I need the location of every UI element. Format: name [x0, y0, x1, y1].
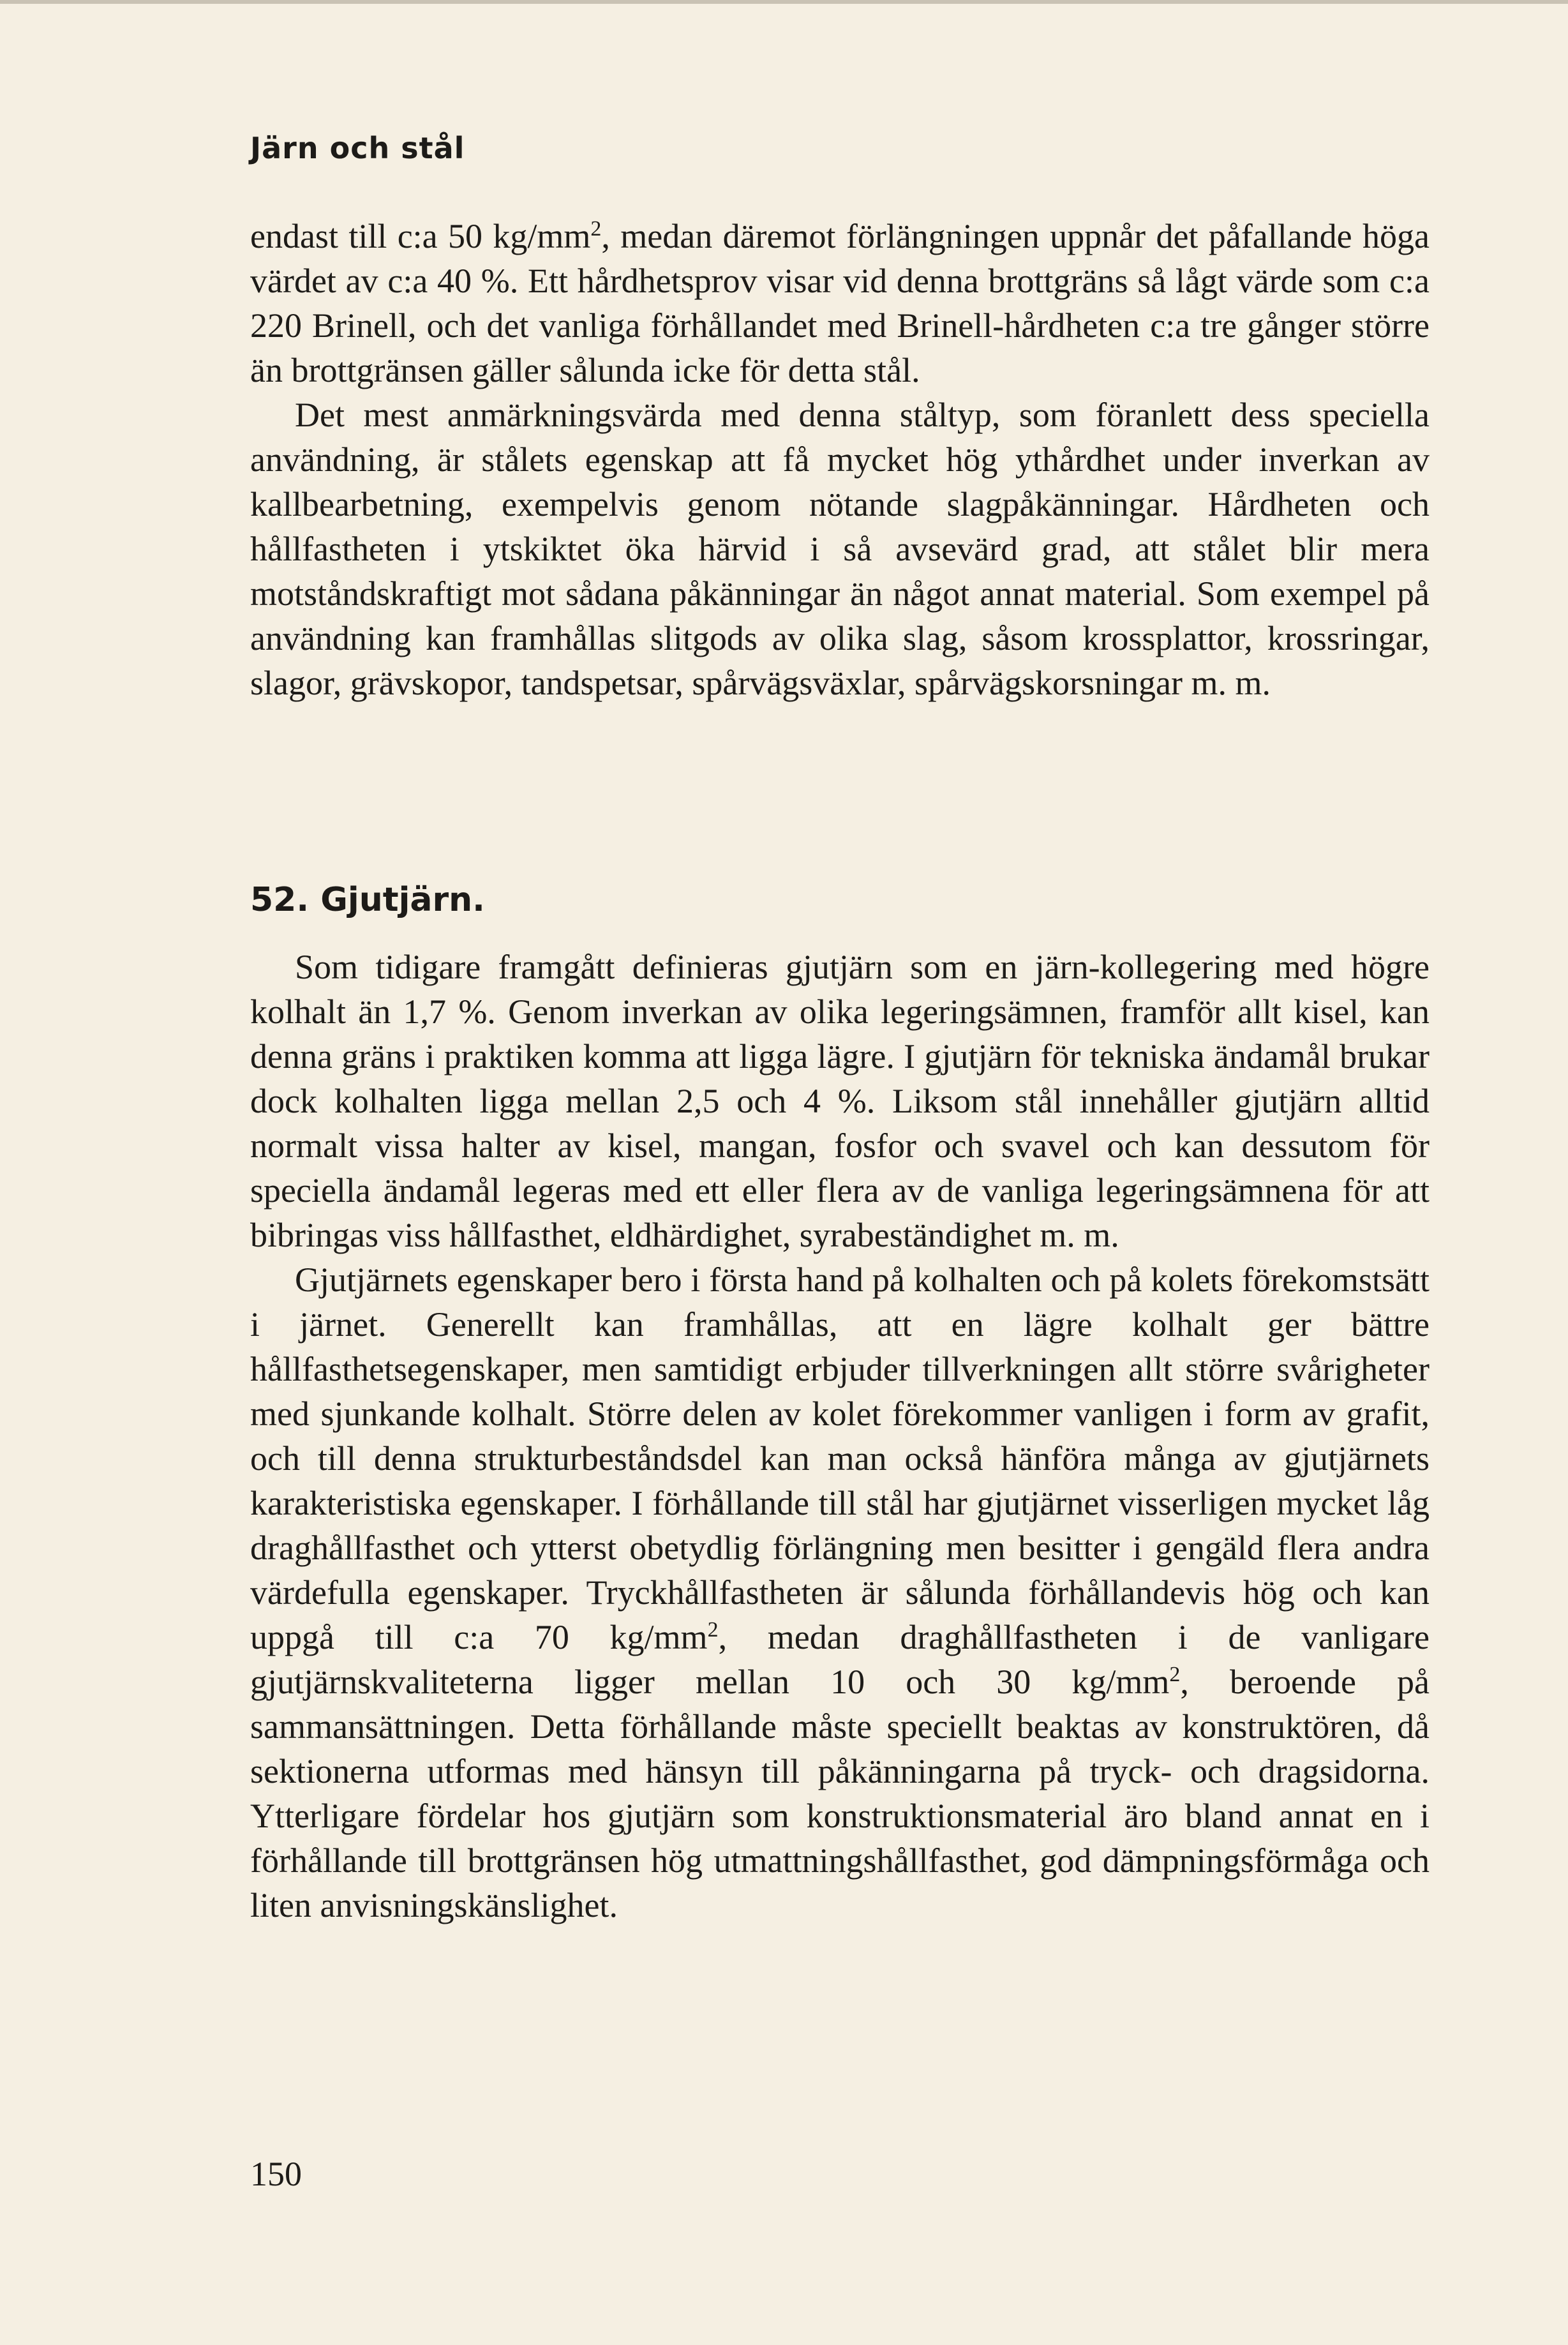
body-text-lower [250, 945, 1430, 1928]
body-text-upper [250, 214, 1430, 705]
paragraph [250, 1257, 1430, 1928]
superscript: 2 [707, 1618, 719, 1642]
text-run: endast till c:a 50 kg/mm [250, 217, 591, 255]
superscript: 2 [1169, 1663, 1181, 1686]
paragraph [250, 214, 1430, 393]
text-run: Det mest anmärkningsvärda med denna ståltyp, som föranlett dess speciella användning, är stålets egenskap att få mycket hög ythårdhet under inverkan av kallbearbetning, exempelvis genom nötande slagpåkänningar. Hårdheten och hållfastheten i ytskiktet öka härvid i så avsevärd grad, att stålet blir mera motståndskraftigt mot sådana påkänningar än något annat material. Som exempel på användning kan framhållas slitgods av olika slag, såsom krossplattor, krossringar, slagor, grävskopor, tandspetsar, spårvägsväxlar, spårvägskorsningar m. m. [250, 396, 1430, 702]
paragraph [250, 393, 1430, 705]
page-top-edge [0, 0, 1568, 4]
superscript: 2 [590, 217, 602, 241]
section-heading: 52. Gjutjärn. [250, 881, 485, 919]
running-head: Järn och stål [250, 131, 465, 165]
text-run: Gjutjärnets egenskaper bero i första hand på kolhalten och på kolets förekomstsätt i järnet. Generellt kan framhållas, att en lägre kolhalt ger bättre hållfasthetsegenskaper, men samtidigt erbjuder tillverkningen allt större svårigheter med sjunkande kolhalt. Större delen av kolet förekommer vanligen i form av grafit, och till denna strukturbeståndsdel kan man också hänföra många av gjutjärnets karakteristiska egenskaper. I förhållande till stål har gjutjärnet visserligen mycket låg draghållfasthet och ytterst obetydlig förlängning men besitter i gengäld flera andra värdefulla egenskaper. Tryckhållfastheten är sålunda förhållandevis hög och kan uppgå till c:a 70 kg/mm [250, 1261, 1430, 1656]
page-number: 150 [250, 2155, 302, 2193]
text-run: , medan däremot förlängningen uppnår det påfallande höga värdet av c:a 40 %. Ett hårdhetsprov visar vid denna brottgräns så lågt värde som c:a 220 Brinell, och det vanliga förhållandet med Brinell-hårdheten c:a tre gånger större än brottgränsen gäller sålunda icke för detta stål. [250, 217, 1430, 389]
text-run: Som tidigare framgått definieras gjutjärn som en järn-kollegering med högre kolhalt än 1,7 %. Genom inverkan av olika legeringsämnen, framför allt kisel, kan denna gräns i praktiken komma att ligga lägre. I gjutjärn för tekniska ändamål brukar dock kolhalten ligga mellan 2,5 och 4 %. Liksom stål innehåller gjutjärn alltid normalt vissa halter av kisel, mangan, fosfor och svavel och kan dessutom för speciella ändamål legeras med ett eller flera av de vanliga legeringsämnena för att bibringas viss hållfasthet, eldhärdighet, syrabeständighet m. m. [250, 948, 1430, 1254]
text-run: , beroende på sammansättningen. Detta förhållande måste speciellt beaktas av konstruktören, då sektionerna utformas med hänsyn till påkänningarna på tryck- och dragsidorna. Ytterligare fördelar hos gjutjärn som konstruktionsmaterial äro bland annat en i förhållande till brottgränsen hög utmattningshållfasthet, god dämpningsförmåga och liten anvisningskänslighet. [250, 1663, 1430, 1924]
paragraph [250, 945, 1430, 1257]
text-run: , medan draghållfastheten i de vanligare gjutjärnskvaliteterna ligger mellan 10 och 30 kg/mm [250, 1618, 1430, 1701]
